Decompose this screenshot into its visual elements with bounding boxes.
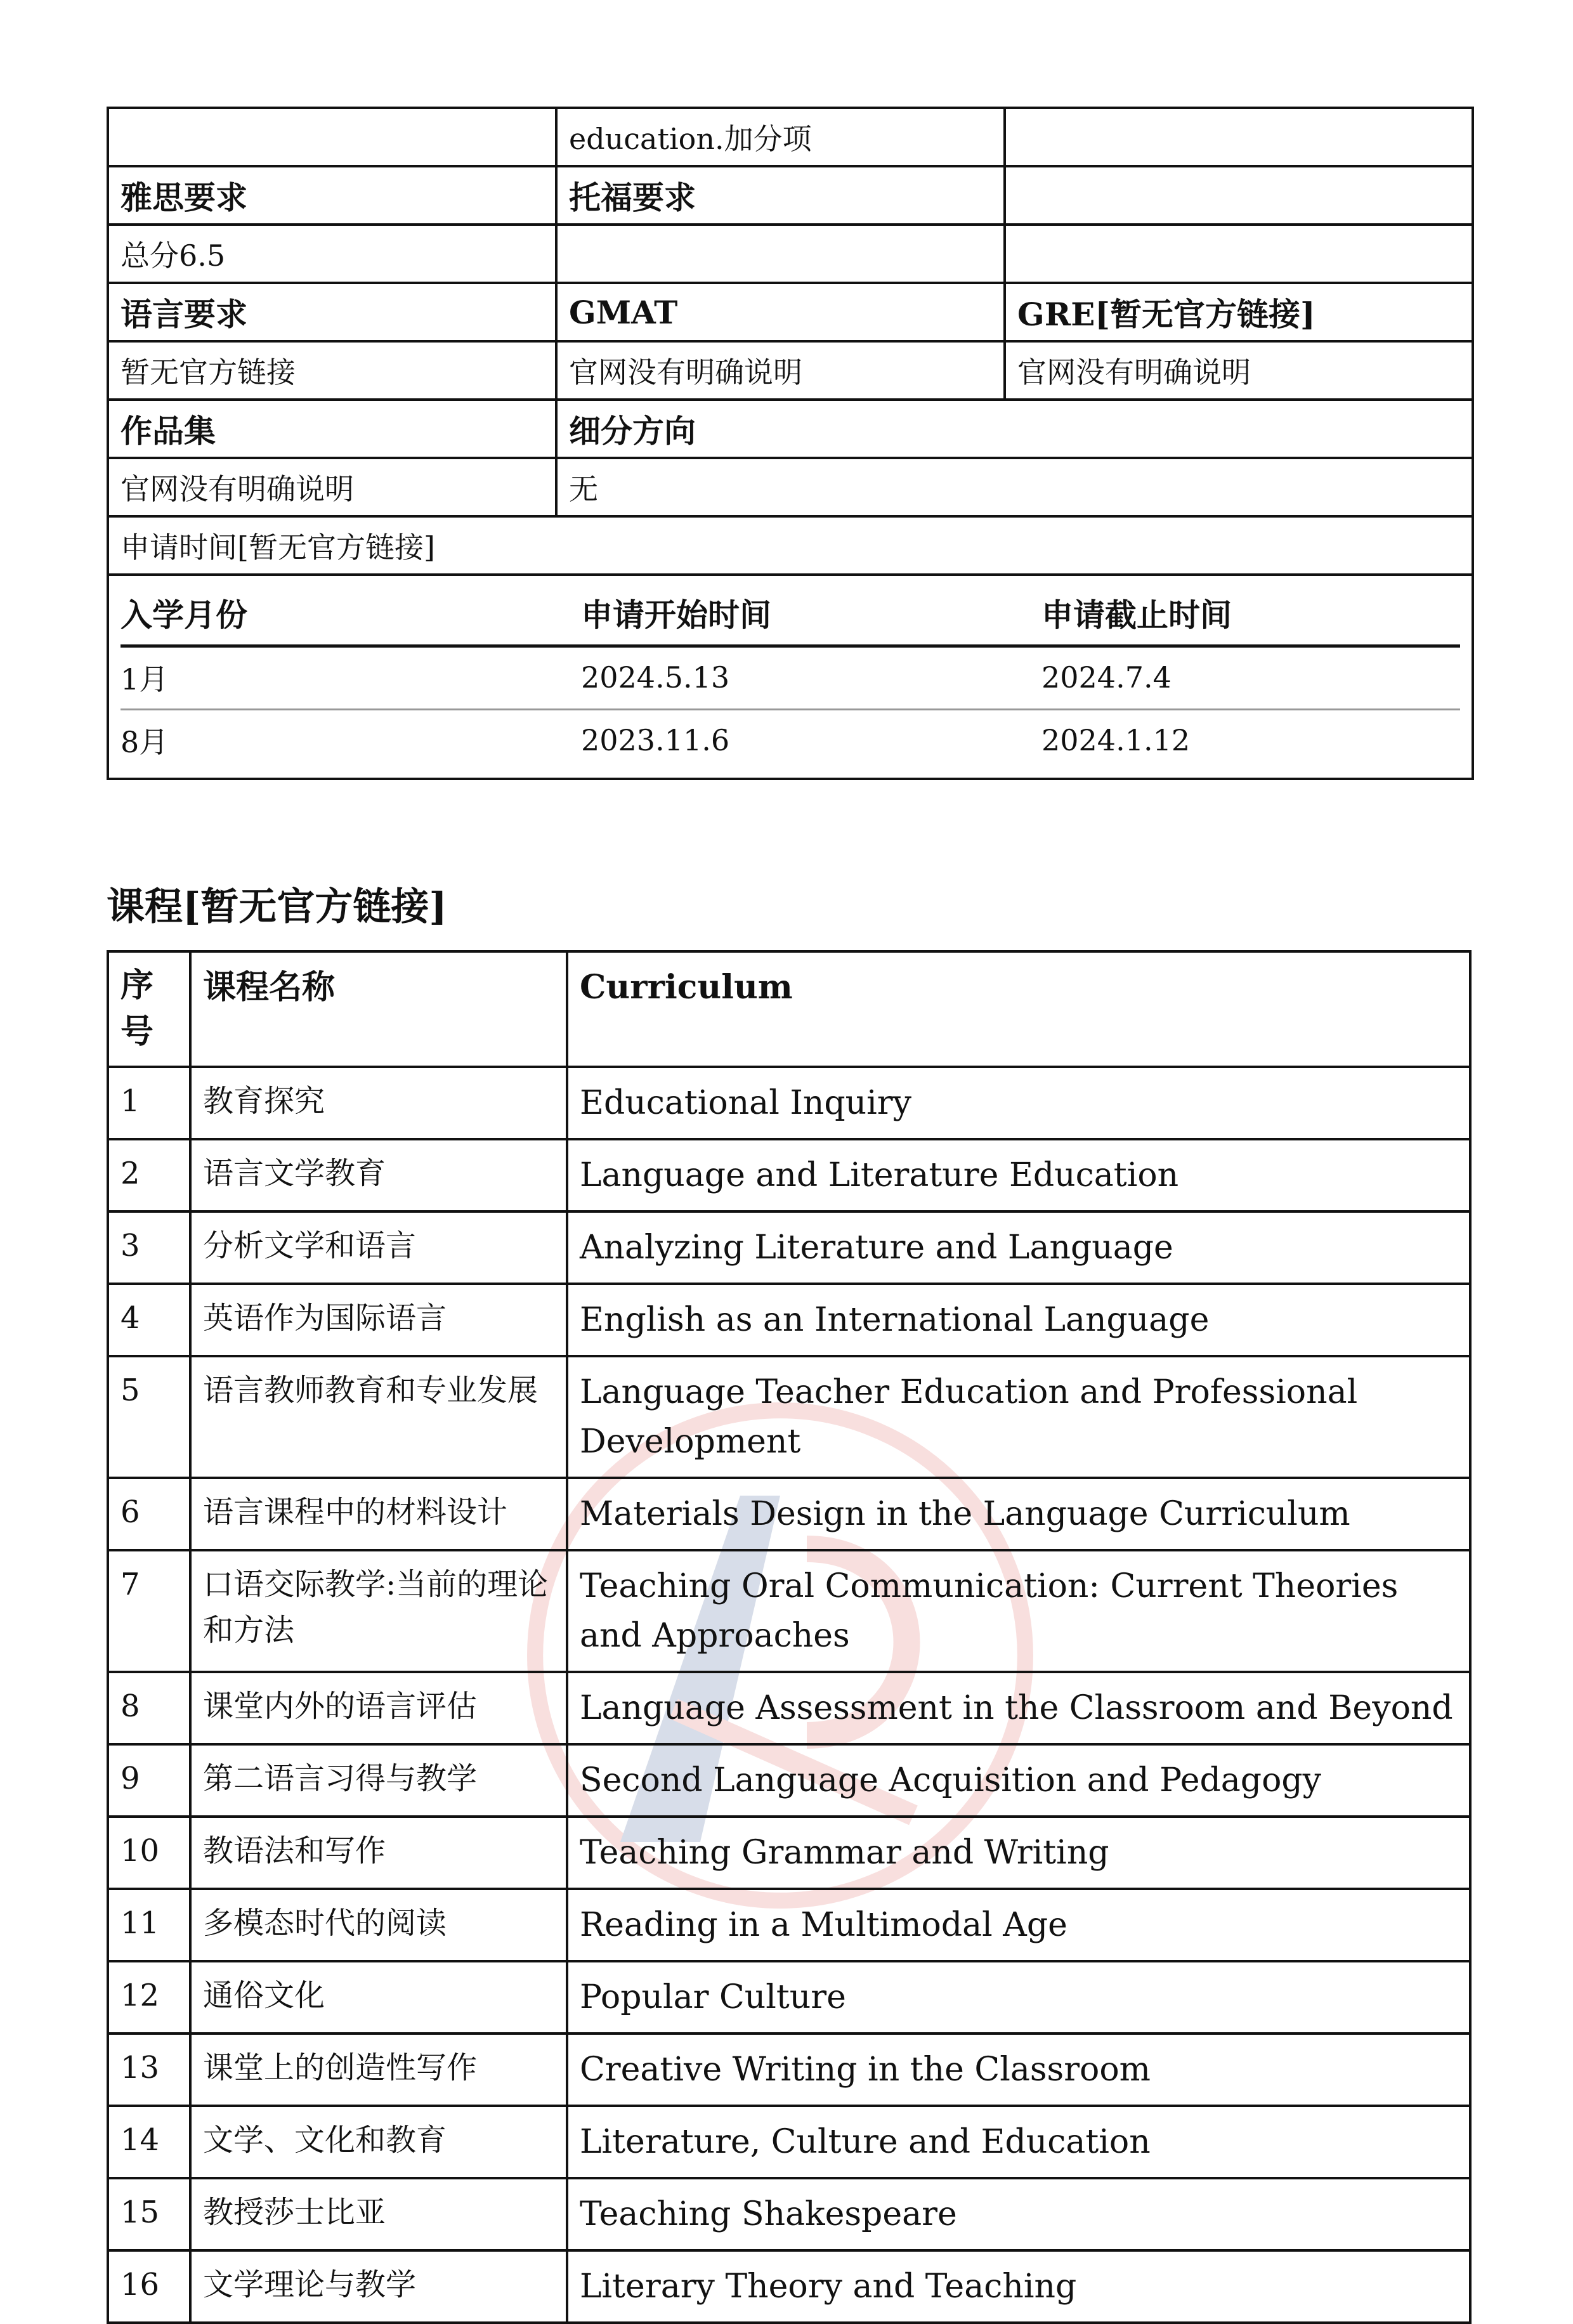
- table-row: [108, 2106, 1470, 2178]
- course-name-cn: 课堂内外的语言评估: [190, 1672, 567, 1744]
- cell: [1005, 108, 1473, 166]
- course-index: 12: [108, 1961, 190, 2034]
- table-row: [108, 2178, 1470, 2250]
- course-index: 16: [108, 2250, 190, 2323]
- course-index: 5: [108, 1356, 190, 1478]
- course-index: 7: [108, 1550, 190, 1672]
- course-index: 3: [108, 1211, 190, 1284]
- table-row: [121, 710, 1460, 772]
- course-name-cn: 分析文学和语言: [190, 1211, 567, 1284]
- course-name-en: Language and Literature Education: [567, 1139, 1470, 1211]
- course-index: 9: [108, 1744, 190, 1817]
- course-name-cn: 口语交际教学:当前的理论和方法: [190, 1550, 567, 1672]
- course-name-en: Reading in a Multimodal Age: [567, 1889, 1470, 1961]
- times-header-row: [121, 584, 1460, 646]
- course-name-en: Creative Writing in the Classroom: [567, 2034, 1470, 2106]
- course-name-en: Popular Culture: [567, 1961, 1470, 2034]
- specialization-label: 细分方向: [556, 400, 1473, 458]
- course-name-en: Literature, Culture and Education: [567, 2106, 1470, 2178]
- curriculum-header: Curriculum: [567, 951, 1470, 1067]
- course-name-en: English as an International Language: [567, 1284, 1470, 1356]
- table-row: [108, 458, 1473, 516]
- cell: 2024.5.13: [581, 646, 1041, 710]
- course-index: 6: [108, 1478, 190, 1550]
- times-table: [121, 584, 1460, 771]
- course-name-en: Educational Inquiry: [567, 1067, 1470, 1139]
- table-row: [108, 2250, 1470, 2323]
- table-row: [108, 2034, 1470, 2106]
- table-row: [108, 108, 1473, 166]
- table-row: [108, 1550, 1470, 1672]
- table-row: [108, 1067, 1470, 1139]
- portfolio-label: 作品集: [108, 400, 556, 458]
- curriculum-table: [107, 950, 1472, 2324]
- course-name-en: Teaching Grammar and Writing: [567, 1817, 1470, 1889]
- course-index: 15: [108, 2178, 190, 2250]
- gmat-value: 官网没有明确说明: [556, 341, 1005, 400]
- table-row: [108, 575, 1473, 779]
- course-name-en: Teaching Oral Communication: Current Theories and Approaches: [567, 1550, 1470, 1672]
- course-name-cn: 课堂上的创造性写作: [190, 2034, 567, 2106]
- requirements-table: [107, 107, 1474, 780]
- gmat-label: GMAT: [556, 283, 1005, 341]
- table-header-row: [108, 951, 1470, 1067]
- course-name-cn: 语言文学教育: [190, 1139, 567, 1211]
- course-name-cn: 教语法和写作: [190, 1817, 567, 1889]
- course-name-cn: 文学、文化和教育: [190, 2106, 567, 2178]
- table-row: [108, 341, 1473, 400]
- table-row: [108, 1961, 1470, 2034]
- course-index: 1: [108, 1067, 190, 1139]
- cell: 2023.11.6: [581, 723, 730, 757]
- course-index: 11: [108, 1889, 190, 1961]
- table-row: [108, 1211, 1470, 1284]
- table-row: [108, 166, 1473, 225]
- course-index: 8: [108, 1672, 190, 1744]
- course-name-en: Language Teacher Education and Professional Development: [567, 1356, 1470, 1478]
- course-name-en: Analyzing Literature and Language: [567, 1211, 1470, 1284]
- table-row: [108, 283, 1473, 341]
- toefl-label: 托福要求: [556, 166, 1005, 225]
- table-row: [108, 1139, 1470, 1211]
- table-row: [108, 1478, 1470, 1550]
- table-row: [108, 1817, 1470, 1889]
- course-name-en: Materials Design in the Language Curriculum: [567, 1478, 1470, 1550]
- table-row: [108, 225, 1473, 283]
- table-row: [108, 1356, 1470, 1478]
- section-title: 课程[暂无官方链接]: [107, 885, 447, 929]
- index-header: 序号: [108, 951, 190, 1067]
- course-name-cn: 教授莎士比亚: [190, 2178, 567, 2250]
- course-index: 14: [108, 2106, 190, 2178]
- cell: 2024.1.12: [1041, 723, 1191, 757]
- cell: [1005, 166, 1473, 225]
- table-row: [121, 646, 1460, 710]
- course-name-en: Language Assessment in the Classroom and Beyond: [567, 1672, 1470, 1744]
- table-row: [108, 1744, 1470, 1817]
- table-row: [108, 1889, 1470, 1961]
- application-times: [108, 575, 1473, 779]
- table-row: [108, 400, 1473, 458]
- course-name-en: Second Language Acquisition and Pedagogy: [567, 1744, 1470, 1817]
- cell: 1月: [121, 646, 581, 710]
- course-name-header: 课程名称: [190, 951, 567, 1067]
- course-name-cn: 通俗文化: [190, 1961, 567, 2034]
- table-row: [108, 516, 1473, 575]
- cell: education.加分项: [556, 108, 1005, 166]
- toefl-value: [556, 225, 1005, 283]
- cell: 8月: [121, 725, 169, 759]
- course-index: 10: [108, 1817, 190, 1889]
- ielts-value: 总分6.5: [108, 225, 556, 283]
- course-name-cn: 教育探究: [190, 1067, 567, 1139]
- application-time-label: 申请时间[暂无官方链接]: [108, 516, 1473, 575]
- course-name-cn: 第二语言习得与教学: [190, 1744, 567, 1817]
- cell: [1005, 225, 1473, 283]
- language-label: 语言要求: [108, 283, 556, 341]
- enroll-month-header: 入学月份: [121, 584, 581, 646]
- course-name-cn: 语言教师教育和专业发展: [190, 1356, 567, 1478]
- course-index: 13: [108, 2034, 190, 2106]
- course-name-cn: 文学理论与教学: [190, 2250, 567, 2323]
- course-index: 2: [108, 1139, 190, 1211]
- ielts-label: 雅思要求: [108, 166, 556, 225]
- course-name-cn: 英语作为国际语言: [190, 1284, 567, 1356]
- table-row: [108, 1284, 1470, 1356]
- specialization-value: 无: [556, 458, 1473, 516]
- course-index: 4: [108, 1284, 190, 1356]
- portfolio-value: 官网没有明确说明: [108, 458, 556, 516]
- deadline-header: 申请截止时间: [1041, 584, 1460, 646]
- course-name-en: Teaching Shakespeare: [567, 2178, 1470, 2250]
- language-value: 暂无官方链接: [108, 341, 556, 400]
- table-row: [108, 1672, 1470, 1744]
- start-time-header: 申请开始时间: [581, 584, 1041, 646]
- cell: [108, 108, 556, 166]
- gre-value: 官网没有明确说明: [1005, 341, 1473, 400]
- course-name-en: Literary Theory and Teaching: [567, 2250, 1470, 2323]
- curriculum-body: [108, 1067, 1470, 2323]
- gre-label: GRE[暂无官方链接]: [1005, 283, 1473, 341]
- cell: 2024.7.4: [1041, 646, 1460, 710]
- course-name-cn: 多模态时代的阅读: [190, 1889, 567, 1961]
- course-name-cn: 语言课程中的材料设计: [190, 1478, 567, 1550]
